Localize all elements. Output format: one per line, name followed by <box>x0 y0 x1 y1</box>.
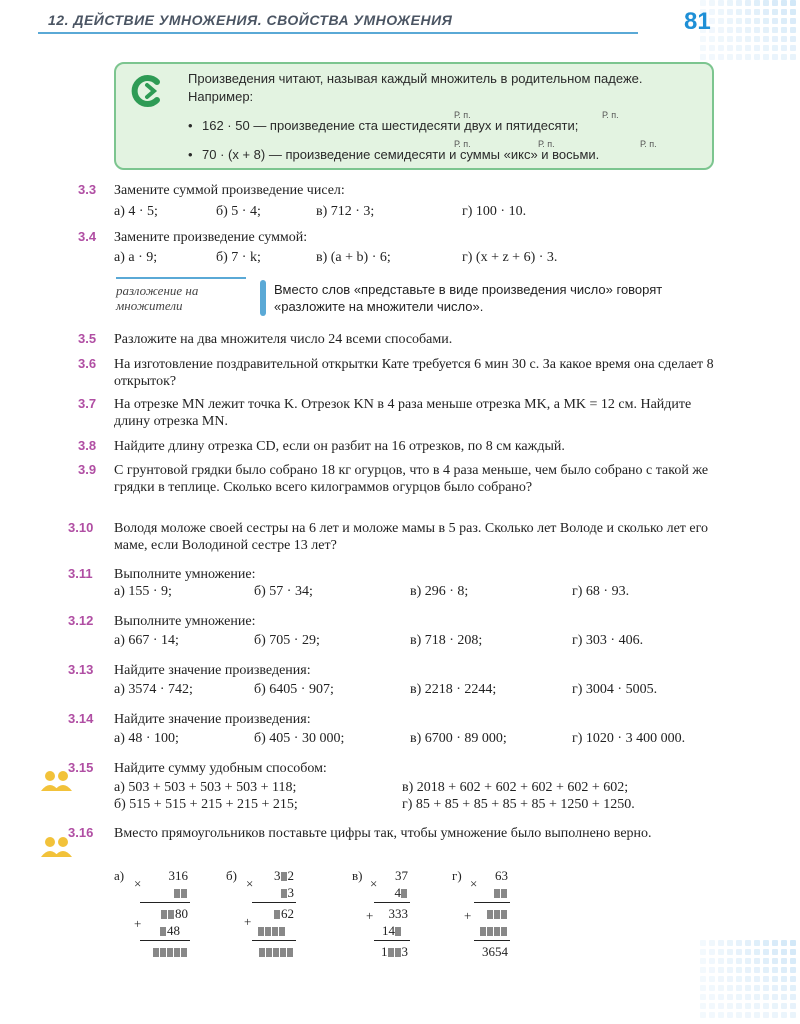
multiplicand: 37 <box>395 868 408 883</box>
problem-text: На изготовление поздравительной открытки Кате требуется 6 мин 30 с. За какое время она сделает 8 открыток? <box>114 357 714 389</box>
problem-option: г) 303 · 406. <box>572 633 644 648</box>
decorative-dot <box>754 36 760 42</box>
case-label: Р. п. <box>454 139 471 149</box>
decorative-dot <box>718 994 724 1000</box>
case-label: Р. п. <box>640 139 657 149</box>
problem-number: 3.14 <box>68 711 94 726</box>
decorative-dot <box>736 36 742 42</box>
decorative-dot <box>772 1012 778 1018</box>
puzzle-label: в) <box>352 868 363 883</box>
decorative-dot <box>790 45 796 51</box>
decorative-dot <box>727 949 733 955</box>
decorative-dot <box>709 1012 715 1018</box>
problem-text: Замените произведение суммой: <box>114 230 308 245</box>
decorative-dot <box>718 36 724 42</box>
reading-rule-note <box>114 62 714 170</box>
times-sign: × <box>134 876 142 891</box>
problem-option: б) 405 · 30 000; <box>254 731 345 746</box>
problem-option: а) 155 · 9; <box>114 584 172 599</box>
case-labels-row <box>188 106 704 120</box>
problem-number: 3.9 <box>78 462 97 477</box>
partial-product-2 <box>258 923 286 939</box>
decorative-dot <box>763 967 769 973</box>
decorative-dot <box>781 18 787 24</box>
decorative-dot <box>700 0 706 6</box>
decorative-dot <box>718 976 724 982</box>
decorative-dot <box>781 0 787 6</box>
decorative-dot <box>772 45 778 51</box>
decorative-dot <box>754 967 760 973</box>
decorative-dot <box>772 54 778 60</box>
decorative-dot <box>763 976 769 982</box>
problem-text: Выполните умножение: <box>114 567 256 582</box>
decorative-dot <box>781 27 787 33</box>
multiplier: 4 <box>395 885 409 901</box>
puzzle-label: б) <box>226 868 237 883</box>
decorative-dot <box>736 940 742 946</box>
decorative-dot <box>763 949 769 955</box>
problem-option: в) 296 · 8; <box>410 584 469 599</box>
case-label: Р. п. <box>602 110 619 120</box>
decorative-dot <box>781 1003 787 1009</box>
decorative-dot <box>700 967 706 973</box>
multiplicand: 316 <box>168 868 188 883</box>
decorative-dot <box>772 976 778 982</box>
multiplicand: 63 <box>495 868 508 883</box>
problem-number: 3.13 <box>68 662 94 677</box>
product-boxes <box>153 944 188 960</box>
problem-option: в) 6700 · 89 000; <box>410 731 507 746</box>
decorative-dot <box>772 0 778 6</box>
decorative-dot <box>754 994 760 1000</box>
decorative-dot <box>736 994 742 1000</box>
decorative-dot <box>745 0 751 6</box>
decorative-dot <box>718 1012 724 1018</box>
decorative-dot <box>700 976 706 982</box>
decorative-dot <box>772 1003 778 1009</box>
problem-option: б) 705 · 29; <box>254 633 320 648</box>
decorative-dot <box>745 958 751 964</box>
decorative-dot <box>763 994 769 1000</box>
decorative-dot <box>772 994 778 1000</box>
decorative-dot <box>754 54 760 60</box>
decorative-dot <box>781 949 787 955</box>
decorative-dot <box>745 976 751 982</box>
product-boxes <box>259 944 294 960</box>
problem-number: 3.8 <box>78 438 97 453</box>
decorative-dot <box>790 0 796 6</box>
page-number: 81 <box>684 8 711 35</box>
decorative-dot <box>745 994 751 1000</box>
rule-line <box>252 940 296 941</box>
partial-product-2 <box>480 923 508 939</box>
sidebar-accent-bar <box>260 280 266 316</box>
decorative-dot <box>763 36 769 42</box>
decorative-dot <box>763 0 769 6</box>
decorative-dot <box>745 1003 751 1009</box>
problem-text: Найдите значение произведения: <box>114 712 311 727</box>
product: 1 3 <box>381 944 408 959</box>
decorative-dot <box>700 45 706 51</box>
decorative-dot <box>745 940 751 946</box>
decorative-dot <box>709 976 715 982</box>
partial-product-1: 62 <box>274 906 294 922</box>
decorative-dot <box>736 958 742 964</box>
decorative-dot <box>763 1012 769 1018</box>
decorative-dot <box>718 0 724 6</box>
decorative-dot <box>709 967 715 973</box>
column-multiplication-puzzle <box>352 868 416 962</box>
decorative-dot <box>700 994 706 1000</box>
decorative-dot <box>745 967 751 973</box>
decorative-dot <box>709 949 715 955</box>
problem-number: 3.7 <box>78 396 97 411</box>
problem-number: 3.11 <box>68 566 93 581</box>
rule-line <box>140 902 190 903</box>
decorative-dot <box>736 54 742 60</box>
decorative-dot <box>781 994 787 1000</box>
multiplier: 3 <box>281 885 295 901</box>
decorative-dot <box>700 940 706 946</box>
rule-line <box>374 902 410 903</box>
rule-line <box>474 940 510 941</box>
decorative-dot <box>727 36 733 42</box>
page-header <box>38 10 768 34</box>
problem-option: б) 7 · k; <box>216 250 261 265</box>
decorative-dot <box>772 27 778 33</box>
decorative-dot <box>790 1012 796 1018</box>
decorative-dot <box>736 1003 742 1009</box>
decorative-dot <box>781 940 787 946</box>
decorative-dot <box>763 940 769 946</box>
decorative-dot <box>727 994 733 1000</box>
decorative-dot <box>736 985 742 991</box>
decorative-dot <box>790 9 796 15</box>
decorative-dot <box>718 967 724 973</box>
note-intro: Произведения читают, называя каждый множитель в родительном падеже. Например: <box>188 71 643 104</box>
plus-sign: + <box>134 916 142 931</box>
decorative-dot <box>772 985 778 991</box>
rule-line <box>252 902 296 903</box>
problem-number: 3.4 <box>78 229 97 244</box>
decorative-dot <box>745 949 751 955</box>
decorative-dot <box>709 985 715 991</box>
problem-text: Разложите на два множителя число 24 всеми способами. <box>114 332 453 347</box>
decorative-dot <box>754 1003 760 1009</box>
decorative-dot <box>745 54 751 60</box>
decorative-dot <box>745 1012 751 1018</box>
decorative-dot <box>727 985 733 991</box>
decorative-dot <box>781 958 787 964</box>
decorative-dot <box>700 54 706 60</box>
chapter-title: 12. ДЕЙСТВИЕ УМНОЖЕНИЯ. СВОЙСТВА УМНОЖЕНИЯ <box>48 12 453 28</box>
problem-option: г) 100 · 10. <box>462 204 527 219</box>
multiplier-boxes <box>174 885 188 901</box>
decorative-dot <box>781 54 787 60</box>
column-multiplication-puzzle <box>452 868 512 962</box>
decorative-dot <box>700 985 706 991</box>
problem-number: 3.3 <box>78 182 97 197</box>
decorative-dot <box>736 949 742 955</box>
decorative-dot <box>790 54 796 60</box>
note-example-1: • 162 · 50 — произведение ста шестидесяти двух и пятидесяти; <box>188 117 704 135</box>
product: 3654 <box>482 944 508 959</box>
decorative-dot <box>781 976 787 982</box>
decorative-dot <box>781 985 787 991</box>
problem-text: Выполните умножение: <box>114 614 256 629</box>
partial-product-2: 48 <box>160 923 180 939</box>
decorative-dot <box>772 949 778 955</box>
problem-option: г) 3004 · 5005. <box>572 682 658 697</box>
decorative-dot <box>790 949 796 955</box>
decorative-dot <box>736 1012 742 1018</box>
decorative-dot <box>754 985 760 991</box>
green-c-speech-icon <box>130 74 164 108</box>
decorative-dot <box>718 45 724 51</box>
decorative-dot <box>781 36 787 42</box>
decorative-dot <box>745 36 751 42</box>
decorative-dot <box>700 958 706 964</box>
times-sign: × <box>370 876 378 891</box>
decorative-dot <box>781 45 787 51</box>
partial-product-1: 80 <box>161 906 188 922</box>
decorative-dot <box>727 967 733 973</box>
decorative-dot <box>736 976 742 982</box>
decorative-dot <box>772 940 778 946</box>
problem-option: в) 2018 + 602 + 602 + 602 + 602 + 602; <box>402 780 629 795</box>
decorative-dot <box>790 985 796 991</box>
decorative-dot <box>772 958 778 964</box>
decorative-dot <box>709 1003 715 1009</box>
decorative-dot <box>763 54 769 60</box>
decorative-dot <box>709 36 715 42</box>
decorative-dot <box>727 1003 733 1009</box>
rule-line <box>474 902 510 903</box>
problem-text: Вместо прямоугольников поставьте цифры так, чтобы умножение было выполнено верно. <box>114 826 652 841</box>
problem-option: в) 2218 · 2244; <box>410 682 497 697</box>
decorative-dot <box>790 18 796 24</box>
decorative-dot <box>700 1012 706 1018</box>
case-labels-row <box>188 135 704 149</box>
decorative-dot <box>754 45 760 51</box>
problem-number: 3.6 <box>78 356 97 371</box>
decorative-dot <box>727 0 733 6</box>
decorative-dot <box>718 958 724 964</box>
decorative-dot <box>709 958 715 964</box>
multiplicand: 3 2 <box>274 868 294 883</box>
problem-option: а) 48 · 100; <box>114 731 179 746</box>
case-label: Р. п. <box>538 139 555 149</box>
problem-option: б) 515 + 515 + 215 + 215 + 215; <box>114 797 298 812</box>
plus-sign: + <box>366 908 374 923</box>
multiplier-boxes <box>494 885 508 901</box>
times-sign: × <box>246 876 254 891</box>
problem-option: а) a · 9; <box>114 250 158 265</box>
decorative-dot <box>700 949 706 955</box>
problem-number: 3.5 <box>78 331 97 346</box>
decorative-dot <box>790 1003 796 1009</box>
decorative-dot <box>790 958 796 964</box>
decorative-dot <box>781 9 787 15</box>
decorative-dot <box>790 967 796 973</box>
problem-option: в) 718 · 208; <box>410 633 483 648</box>
decorative-dot <box>754 1012 760 1018</box>
decorative-dot <box>727 45 733 51</box>
decorative-dot <box>709 54 715 60</box>
problem-text: Найдите длину отрезка CD, если он разбит на 16 отрезков, по 8 см каждый. <box>114 439 565 454</box>
problem-option: г) (x + z + 6) · 3. <box>462 250 558 265</box>
problem-number: 3.12 <box>68 613 94 628</box>
decorative-dot <box>781 1012 787 1018</box>
decorative-dot <box>727 976 733 982</box>
header-divider <box>38 32 638 34</box>
decorative-dot <box>736 0 742 6</box>
decorative-dot <box>709 45 715 51</box>
decorative-dot <box>790 994 796 1000</box>
decorative-dot <box>727 54 733 60</box>
decorative-dot <box>790 27 796 33</box>
column-multiplication-puzzle <box>114 868 194 962</box>
partial-product-1: 333 <box>388 906 408 921</box>
decorative-dot <box>772 18 778 24</box>
problem-option: б) 6405 · 907; <box>254 682 334 697</box>
problem-option: а) 4 · 5; <box>114 204 158 219</box>
problem-option: а) 503 + 503 + 503 + 503 + 118; <box>114 780 297 795</box>
decorative-dot <box>700 1003 706 1009</box>
problem-text: Замените суммой произведение чисел: <box>114 183 345 198</box>
decorative-dot <box>754 0 760 6</box>
decorative-dot <box>754 940 760 946</box>
note-example-2: • 70 · (x + 8) — произведение семидесяти и суммы «икс» и восьми. <box>188 146 704 164</box>
rule-line <box>140 940 190 941</box>
decorative-dot <box>772 967 778 973</box>
decorative-dot <box>763 958 769 964</box>
problem-text: Найдите значение произведения: <box>114 663 311 678</box>
decorative-dot <box>736 967 742 973</box>
decorative-dot <box>790 940 796 946</box>
glossary-term: разложение на множители <box>116 283 252 313</box>
partial-product-1 <box>487 906 508 922</box>
decorative-dot <box>790 976 796 982</box>
problem-option: г) 1020 · 3 400 000. <box>572 731 686 746</box>
decorative-dot <box>781 967 787 973</box>
decorative-dot <box>700 36 706 42</box>
problem-text: Найдите сумму удобным способом: <box>114 761 327 776</box>
problem-text: На отрезке MN лежит точка K. Отрезок KN в 4 раза меньше отрезка MK, а MK = 12 см. Найдите длину отрезка MN. <box>114 397 692 429</box>
decorative-dot <box>718 54 724 60</box>
column-multiplication-puzzle <box>226 868 298 962</box>
problem-text: С грунтовой грядки было собрано 18 кг огурцов, что в 4 раза меньше, чем было собрано с такой же грядки в теплице. Сколько всего килограммов огурцов было собрано? <box>114 463 709 495</box>
decorative-dot <box>772 36 778 42</box>
decorative-dot <box>763 985 769 991</box>
problem-number: 3.10 <box>68 520 94 535</box>
decorative-dot <box>763 1003 769 1009</box>
decorative-dot <box>727 958 733 964</box>
decorative-dot <box>709 994 715 1000</box>
puzzle-label: а) <box>114 868 125 883</box>
decorative-dot <box>727 940 733 946</box>
decorative-dot <box>790 36 796 42</box>
problem-number: 3.16 <box>68 825 94 840</box>
decorative-dot <box>754 976 760 982</box>
problem-option: б) 5 · 4; <box>216 204 261 219</box>
problem-option: в) 712 · 3; <box>316 204 375 219</box>
decorative-dot <box>754 949 760 955</box>
plus-sign: + <box>464 908 472 923</box>
plus-sign: + <box>244 914 252 929</box>
puzzle-label: г) <box>452 868 462 883</box>
rule-line <box>374 940 410 941</box>
decorative-dot <box>745 45 751 51</box>
times-sign: × <box>470 876 478 891</box>
case-label: Р. п. <box>454 110 471 120</box>
decorative-dot <box>718 949 724 955</box>
problem-option: б) 57 · 34; <box>254 584 313 599</box>
decorative-dot <box>745 985 751 991</box>
problem-option: г) 68 · 93. <box>572 584 630 599</box>
problem-number: 3.15 <box>68 760 94 775</box>
problem-option: г) 85 + 85 + 85 + 85 + 85 + 1250 + 1250. <box>402 797 635 812</box>
decorative-dot <box>718 985 724 991</box>
decorative-dot <box>772 9 778 15</box>
decorative-dot <box>754 958 760 964</box>
decorative-dot <box>718 1003 724 1009</box>
decorative-dot <box>718 940 724 946</box>
problem-option: а) 667 · 14; <box>114 633 179 648</box>
decorative-dot <box>727 1012 733 1018</box>
decorative-dot <box>736 45 742 51</box>
partial-product-2: 14 <box>382 923 402 939</box>
decorative-dot <box>709 0 715 6</box>
problem-option: в) (a + b) · 6; <box>316 250 391 265</box>
decorative-dot <box>709 940 715 946</box>
problem-text: Володя моложе своей сестры на 6 лет и моложе мамы в 5 раз. Сколько лет Володе и сколько лет его маме, если Володиной сестре 13 лет? <box>114 521 709 553</box>
glossary-definition: Вместо слов «представьте в виде произведения число» говорят «разложите на множители число». <box>274 282 663 314</box>
decorative-dot <box>763 45 769 51</box>
problem-option: а) 3574 · 742; <box>114 682 193 697</box>
